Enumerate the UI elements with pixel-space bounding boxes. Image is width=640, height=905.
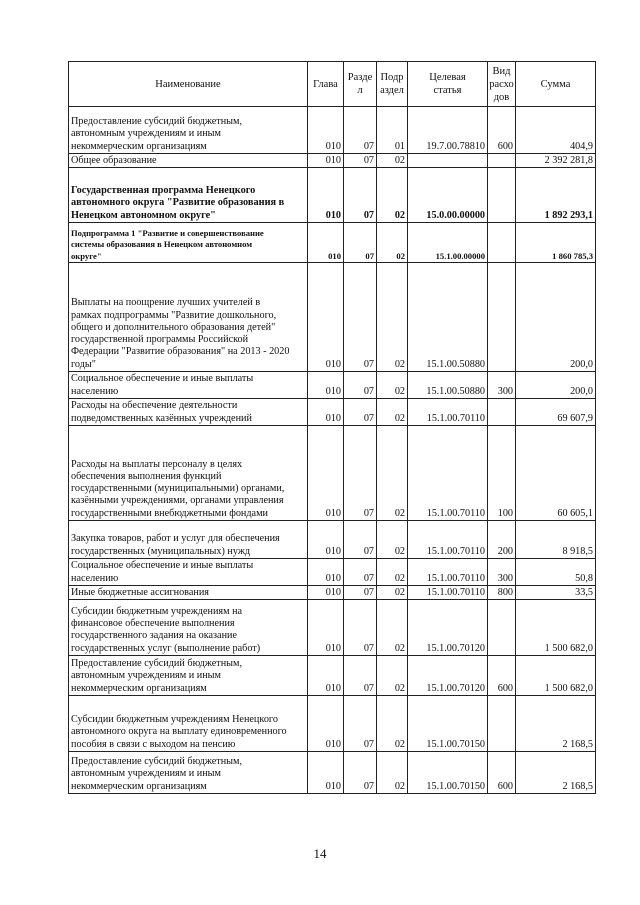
cell-target [408,154,488,168]
cell-vid [488,696,516,752]
header-podrazdel: Подр аздел [377,62,408,107]
cell-target: 15.1.00.70150 [408,696,488,752]
cell-vid [488,168,516,223]
cell-glava: 010 [308,521,344,559]
cell-razdel: 07 [344,521,377,559]
cell-target: 15.1.00.50880 [408,372,488,399]
table-row [69,600,596,656]
cell-target: 15.0.00.00000 [408,168,488,223]
cell-vid [488,223,516,263]
cell-sum: 2 168,5 [516,752,596,794]
cell-glava: 010 [308,752,344,794]
cell-glava: 010 [308,372,344,399]
cell-razdel: 07 [344,223,377,263]
cell-target: 15.1.00.00000 [408,223,488,263]
cell-target: 15.1.00.70120 [408,600,488,656]
cell-target: 15.1.00.50880 [408,263,488,372]
cell-vid: 300 [488,559,516,586]
cell-sum: 8 918,5 [516,521,596,559]
table-row [69,154,596,168]
cell-podrazdel: 02 [377,559,408,586]
cell-name: Социальное обеспечение и иные выплаты населению [69,372,308,399]
cell-sum: 200,0 [516,263,596,372]
table-row [69,263,596,372]
cell-name: Субсидии бюджетным учреждениям Ненецкого автономного округа на выплату единовременного пособия в связи с выходом на пенсию [69,696,308,752]
cell-razdel: 07 [344,107,377,154]
table-row [69,696,596,752]
cell-name: Выплаты на поощрение лучших учителей в рамках подпрограммы "Развитие дошкольного, общего и дополнительного образования детей" государственной программы Российской Федерации "Развитие образования" на 2013 - 2020 годы" [69,263,308,372]
cell-podrazdel: 02 [377,426,408,521]
cell-podrazdel: 02 [377,656,408,696]
cell-target: 15.1.00.70110 [408,586,488,600]
cell-name: Расходы на выплаты персоналу в целях обеспечения выполнения функций государственными (муниципальными) органами, казёнными учреждениями, органами управления государственными внебюджетными фондами [69,426,308,521]
cell-podrazdel: 02 [377,154,408,168]
budget-table [68,61,596,794]
table-row [69,372,596,399]
table-row [69,521,596,559]
cell-razdel: 07 [344,426,377,521]
cell-name: Иные бюджетные ассигнования [69,586,308,600]
cell-vid: 600 [488,656,516,696]
cell-name: Предоставление субсидий бюджетным, автономным учреждениям и иным некоммерческим организациям [69,752,308,794]
cell-target: 15.1.00.70120 [408,656,488,696]
header-name: Наименование [69,62,308,107]
cell-razdel: 07 [344,586,377,600]
cell-name: Предоставление субсидий бюджетным, автономным учреждениям и иным некоммерческим организациям [69,656,308,696]
cell-podrazdel: 02 [377,168,408,223]
cell-podrazdel: 02 [377,223,408,263]
cell-razdel: 07 [344,656,377,696]
table-row [69,586,596,600]
cell-glava: 010 [308,559,344,586]
cell-razdel: 07 [344,752,377,794]
cell-razdel: 07 [344,372,377,399]
header-glava: Глава [308,62,344,107]
table-row [69,752,596,794]
cell-vid [488,263,516,372]
cell-vid: 300 [488,372,516,399]
cell-sum: 1 892 293,1 [516,168,596,223]
cell-glava: 010 [308,426,344,521]
table-row [69,107,596,154]
cell-podrazdel: 02 [377,696,408,752]
table-row [69,223,596,263]
table-row [69,559,596,586]
cell-glava: 010 [308,223,344,263]
cell-sum: 33,5 [516,586,596,600]
cell-name: Предоставление субсидий бюджетным, автономным учреждениям и иным некоммерческим организациям [69,107,308,154]
cell-glava: 010 [308,168,344,223]
cell-vid: 600 [488,752,516,794]
header-sum: Сумма [516,62,596,107]
cell-sum: 200,0 [516,372,596,399]
header-razdel: Разде л [344,62,377,107]
cell-podrazdel: 02 [377,263,408,372]
cell-glava: 010 [308,154,344,168]
table-row [69,399,596,426]
cell-razdel: 07 [344,600,377,656]
cell-target: 15.1.00.70150 [408,752,488,794]
page-number: 14 [313,846,327,861]
header-target-article: Целевая статья [408,62,488,107]
cell-glava: 010 [308,600,344,656]
cell-podrazdel: 02 [377,372,408,399]
cell-name: Подпрограмма 1 "Развитие и совершенствование системы образования в Ненецком автономном округе" [69,223,308,263]
cell-target: 15.1.00.70110 [408,399,488,426]
cell-vid: 800 [488,586,516,600]
cell-glava: 010 [308,263,344,372]
cell-glava: 010 [308,399,344,426]
cell-razdel: 07 [344,154,377,168]
cell-sum: 2 168,5 [516,696,596,752]
cell-podrazdel: 02 [377,586,408,600]
cell-razdel: 07 [344,559,377,586]
cell-name: Закупка товаров, работ и услуг для обеспечения государственных (муниципальных) нужд [69,521,308,559]
cell-vid [488,399,516,426]
cell-target: 15.1.00.70110 [408,559,488,586]
cell-podrazdel: 02 [377,521,408,559]
cell-vid: 200 [488,521,516,559]
cell-razdel: 07 [344,696,377,752]
cell-glava: 010 [308,656,344,696]
cell-vid [488,154,516,168]
cell-sum: 1 500 682,0 [516,656,596,696]
cell-name: Общее образование [69,154,308,168]
cell-sum: 404,9 [516,107,596,154]
cell-podrazdel: 01 [377,107,408,154]
header-expense-type: Вид расхо дов [488,62,516,107]
cell-name: Государственная программа Ненецкого автономного округа "Развитие образования в Ненецком автономном округе" [69,168,308,223]
cell-vid: 600 [488,107,516,154]
cell-name: Социальное обеспечение и иные выплаты населению [69,559,308,586]
table-row [69,168,596,223]
cell-podrazdel: 02 [377,399,408,426]
cell-sum: 50,8 [516,559,596,586]
cell-target: 15.1.00.70110 [408,521,488,559]
cell-podrazdel: 02 [377,600,408,656]
cell-name: Субсидии бюджетным учреждениям на финансовое обеспечение выполнения государственного задания на оказание государственных услуг (выполнение работ) [69,600,308,656]
cell-sum: 69 607,9 [516,399,596,426]
cell-podrazdel: 02 [377,752,408,794]
cell-name: Расходы на обеспечение деятельности подведомственных казённых учреждений [69,399,308,426]
table-body [69,107,596,794]
cell-glava: 010 [308,586,344,600]
cell-sum: 60 605,1 [516,426,596,521]
table-row [69,426,596,521]
cell-vid: 100 [488,426,516,521]
cell-razdel: 07 [344,168,377,223]
cell-razdel: 07 [344,263,377,372]
cell-glava: 010 [308,107,344,154]
table-row [69,656,596,696]
cell-target: 19.7.00.78810 [408,107,488,154]
table-header-row [69,62,596,107]
cell-razdel: 07 [344,399,377,426]
cell-sum: 1 860 785,3 [516,223,596,263]
cell-vid [488,600,516,656]
cell-sum: 1 500 682,0 [516,600,596,656]
cell-glava: 010 [308,696,344,752]
cell-sum: 2 392 281,8 [516,154,596,168]
cell-target: 15.1.00.70110 [408,426,488,521]
